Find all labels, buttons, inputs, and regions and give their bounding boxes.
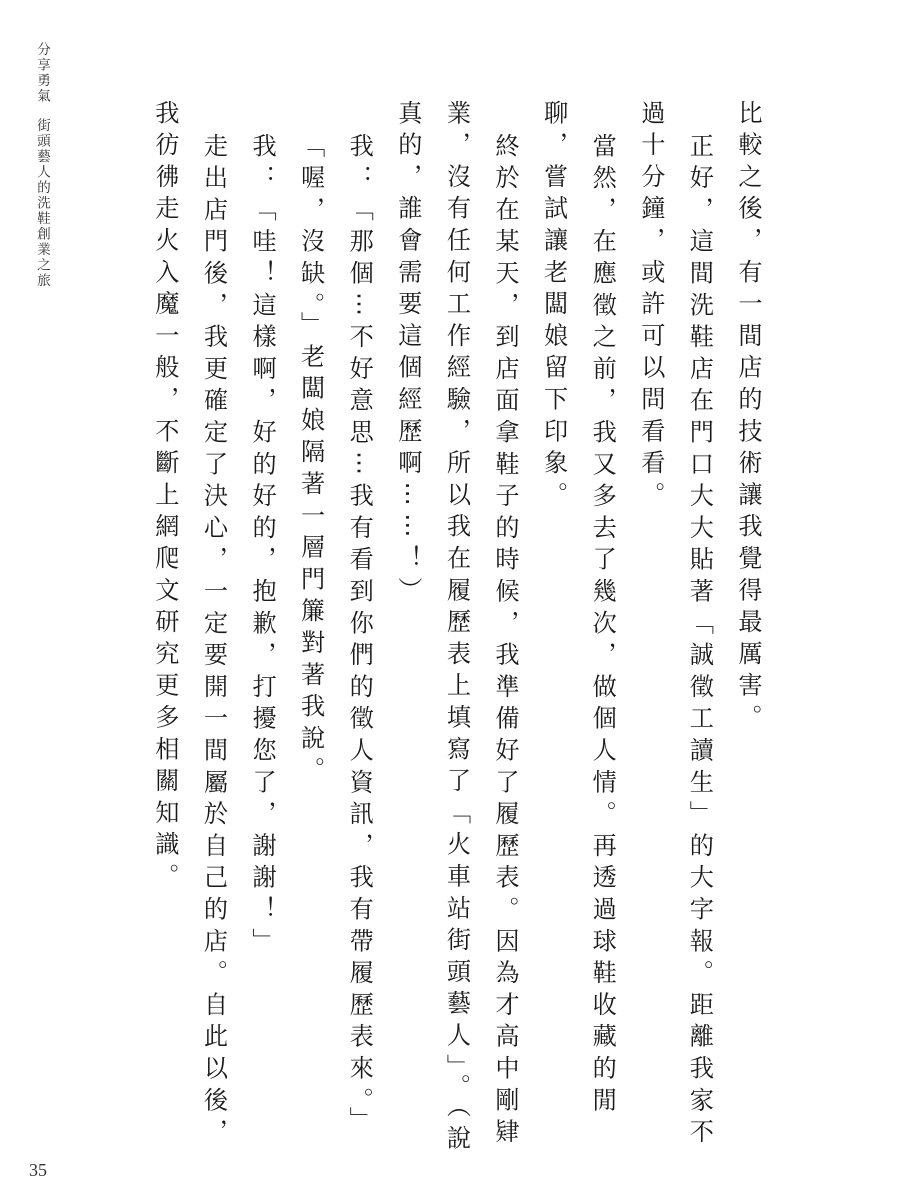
page-number: 35 [29,1160,47,1180]
book-subtitle: 街頭藝人的洗鞋創業之旅 [34,118,50,289]
body-text [132,100,772,1160]
paragraph-7: 我：「哇！這樣啊，好的好的，抱歉，打擾您了，謝謝！」 [248,132,277,960]
running-header [32,42,52,342]
paragraph-8: 走出店門後，我更確定了決心，一定要開一間屬於自己的店。自此以後，我彷彿走火入魔一般，不斷上網爬文研究更多相關知識。 [150,100,228,1151]
paragraph-1: 比較之後，有一間店的技術讓我覺得最厲害。 [734,100,762,736]
paragraph-6: 「喔，沒缺。」老闆娘隔著一層門簾對著我說。 [296,132,325,789]
book-title: 分享勇氣 [34,42,50,104]
paragraph-3: 當然，在應徵之前，我又多去了幾次，做個人情。再透過球鞋收藏的閒聊，嘗試讓老闆娘留下印象。 [539,100,617,1119]
paragraph-5: 我：「那個⋯不好意思⋯我有看到你們的徵人資訊，我有帶履歷表來。」 [345,132,374,1139]
paragraph-2: 正好，這間洗鞋店在門口大大貼著「誠徵工讀生」的大字報。距離我家不過十分鐘，或許可以問看看。 [636,100,714,1151]
paragraph-4: 終於在某天，到店面拿鞋子的時候，我準備好了履歷表。因為才高中剛肄業，沒有任何工作經驗，所以我在履歷表上填寫了「火車站街頭藝人」。（說真的，誰會需要這個經歷啊⋯⋯！） [393,100,520,1157]
